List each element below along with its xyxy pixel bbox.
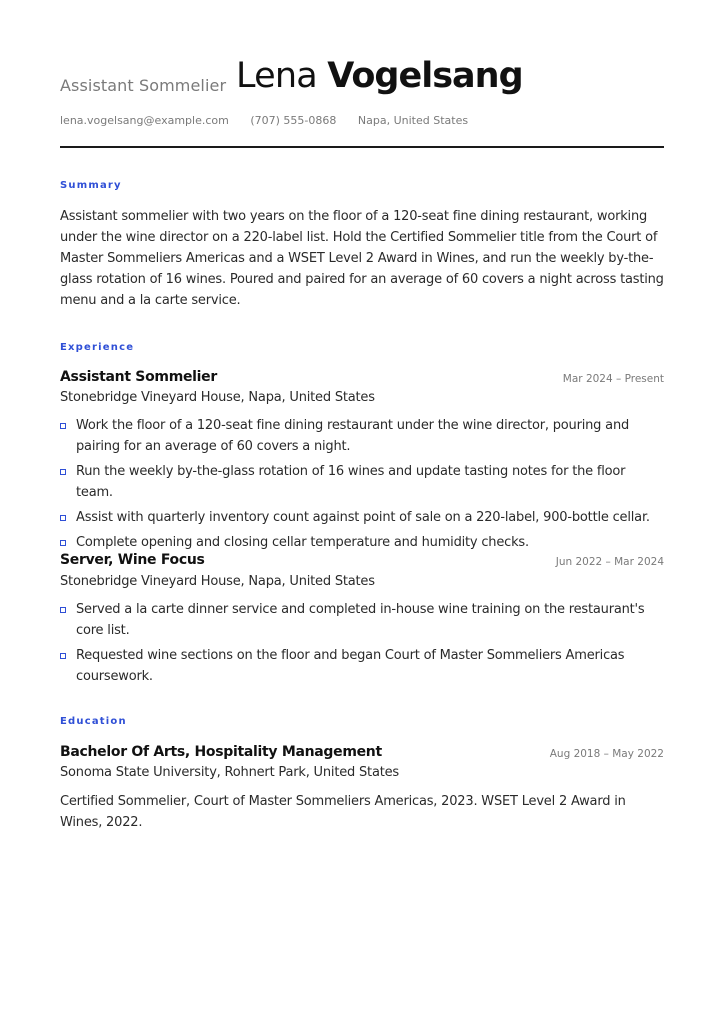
- job-org-2: Stonebridge Vineyard House, Napa, United States: [60, 574, 375, 589]
- job-dates-2: Jun 2022 – Mar 2024: [555, 556, 664, 568]
- contact-email: lena.vogelsang@example.com: [60, 114, 229, 127]
- section-label-experience: Experience: [60, 342, 135, 353]
- degree-title: Bachelor Of Arts, Hospitality Management: [60, 744, 382, 760]
- square-bullet-icon: [60, 540, 66, 546]
- resume-header: [60, 56, 664, 100]
- job-org-1: Stonebridge Vineyard House, Napa, United States: [60, 390, 375, 405]
- square-bullet-icon: [60, 653, 66, 659]
- summary-text: Assistant sommelier with two years on the floor of a 120-seat fine dining restaurant, working under the wine director on a 220-label list. Hold the Certified Sommelier title from the Court of Master Sommeliers Americas and a WSET Level 2 Award in Wines, and run the weekly by-the-glass rotation of 16 wines. Poured and paired for an average of 60 covers a night across tasting menu and a la carte service.: [60, 209, 664, 308]
- square-bullet-icon: [60, 469, 66, 475]
- bullet-text: Served a la carte dinner service and completed in-house wine training on the restaurant's core list.: [76, 602, 645, 638]
- job-dates-1: Mar 2024 – Present: [562, 373, 664, 385]
- section-label-education: Education: [60, 716, 127, 727]
- list-item: [60, 507, 664, 528]
- job-bullets-1: [60, 415, 664, 557]
- school-name: Sonoma State University, Rohnert Park, United States: [60, 765, 399, 780]
- contact-phone: (707) 555-0868: [250, 114, 337, 127]
- square-bullet-icon: [60, 515, 66, 521]
- list-item: [60, 415, 664, 457]
- candidate-name: [236, 56, 523, 96]
- last-name: Vogelsang: [327, 56, 523, 96]
- job-title-2: Server, Wine Focus: [60, 552, 205, 568]
- list-item: [60, 461, 664, 503]
- square-bullet-icon: [60, 423, 66, 429]
- bullet-text: Requested wine sections on the floor and began Court of Master Sommeliers Americas coursework.: [76, 648, 625, 684]
- job-bullets-2: [60, 599, 664, 691]
- bullet-text: Assist with quarterly inventory count against point of sale on a 220-label, 900-bottle cellar.: [76, 510, 650, 525]
- square-bullet-icon: [60, 607, 66, 613]
- list-item: [60, 599, 664, 641]
- job-role: Assistant Sommelier: [60, 76, 227, 95]
- bullet-text: Run the weekly by-the-glass rotation of 16 wines and update tasting notes for the floor team.: [76, 464, 626, 500]
- job-title-1: Assistant Sommelier: [60, 369, 217, 385]
- contact-location: Napa, United States: [357, 114, 469, 127]
- education-dates: Aug 2018 – May 2022: [549, 748, 664, 760]
- list-item: [60, 532, 664, 553]
- contact-line: [60, 114, 486, 127]
- bullet-text: Work the floor of a 120-seat fine dining restaurant under the wine director, pouring and pairing for an average of 60 covers a night.: [76, 418, 630, 454]
- education-note: Certified Sommelier, Court of Master Sommeliers Americas, 2023. WSET Level 2 Award in Wines, 2022.: [60, 794, 626, 830]
- section-label-summary: Summary: [60, 180, 122, 191]
- header-divider: [60, 146, 664, 148]
- first-name: Lena: [236, 56, 317, 96]
- list-item: [60, 645, 664, 687]
- bullet-text: Complete opening and closing cellar temperature and humidity checks.: [76, 535, 529, 550]
